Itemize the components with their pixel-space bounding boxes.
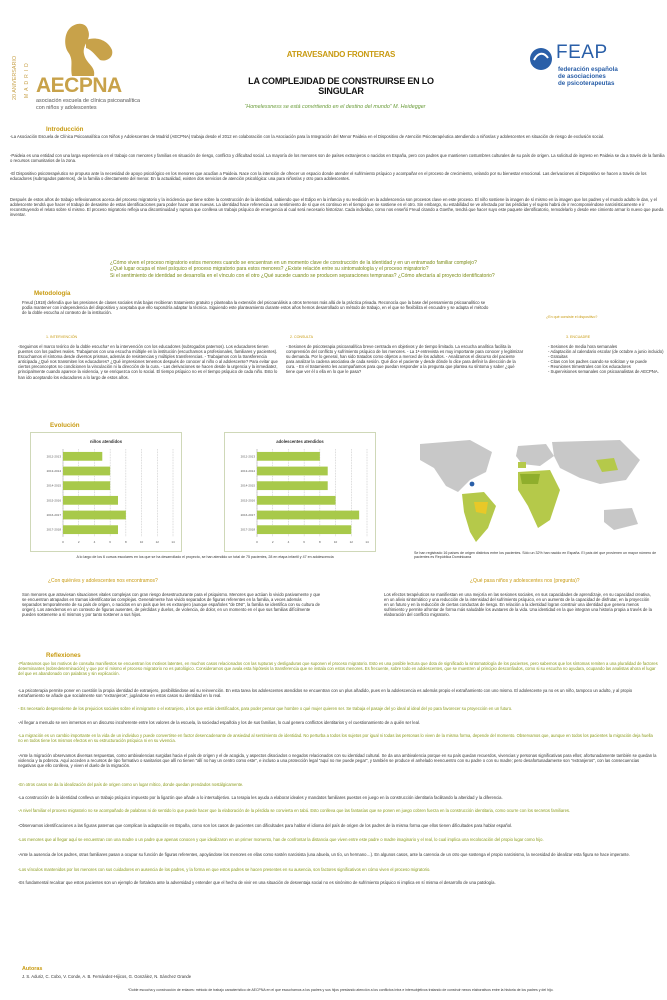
- results-left-text: Son menores que atraviesan situaciones vitales complejas con gran riesgo desestructurante para el psiquismo. Menores que actúan lo vivido pasivamente y que se encuentran atrapados en tramas identificatorias complejas. Generalmente han vivido separados de figuras referentes en la familia, a veces además separados temporalmente de su país de origen, o nacidos en un país que les es extranjero (aunque españoles "de DNI", la familia se identifica con su cultura de origen). Los atendemos en un contexto de figuras ausentes, de pérdidas y duelos, de violencia, de dolor, en un momento en el que sus familias difícilmente pueden sostenerse a sí mismos y por tanto sostener a sus hijos.: [22, 592, 321, 618]
- bar: [257, 496, 336, 505]
- category-label: 2017-2018: [240, 527, 255, 532]
- children-chart: [30, 432, 182, 552]
- reflection-item: -Observamos identificaciones a las figuras paternas que complican la adaptación en España, como son los casos de pacientes con dificultades para hablar el idioma del país de origen de los padres de la misma forma que ellos tienen dificultades para hablar español.: [18, 823, 513, 829]
- intro-paragraph-3: -El Dispositivo psicoterapéutico se propuso ante la necesidad de apoyo psicológico en los menores que acudían a Paideia. Nace con la intención de ofrecer un espacio donde atender el sufrimiento psíquico y acompañar en el proceso de crecimiento, velando por su bienestar emocional. Las derivaciones al Dispositivo se hacen a través de los educadores (subrogados paternos), de la familia o directamente del menor. En la actualidad, existen dos servicios de atención psicológica: una para niños/as y otro para adolescentes.: [10, 171, 647, 182]
- method-col1-label: 1. INTERVENCIÓN: [46, 335, 78, 339]
- reflections-list: [18, 661, 658, 893]
- feap-name: FEAP: [556, 42, 608, 63]
- encuadre-item: - Citas con los padres cuando se solicitan y se puede: [548, 359, 647, 365]
- category-label: 2016-2017: [240, 513, 255, 517]
- category-label: 2012-2013: [46, 454, 61, 459]
- bar: [63, 525, 118, 534]
- encuadre-item: - Supervisiones semanales con psicoanalistas de AECPNA.: [548, 369, 659, 375]
- category-label: 2014-2015: [46, 483, 61, 488]
- method-col2-label: 2. CONSULTA: [290, 335, 314, 339]
- bar: [257, 467, 328, 476]
- footnote: *Doble escucha y construcción de enlaces: método de trabajo característico de AECPNA en el que escuchamos a los padres y sus hijos prestando atención a los conflictos intra e intersubjetivos tratando de construir nexos elaborativos entre la historia de los padres y del hijo.: [128, 988, 554, 992]
- authors-names: J. S. Aduriz, C. Cobo, V. Conde, A. B. Fernández-Hijicos, G. González, N. Sánchez Grande: [22, 974, 192, 979]
- reflection-item: -La construcción de la identidad conlleva un trabajo psíquico impuesto por la ligazón que añade a lo intersubjetivo. La terapia les ayuda a elaborar ideales y mandatos familiares puestos en juego en la construcción identitaria facilitando la alteridad y la diferencia.: [18, 795, 503, 801]
- evolution-heading: Evolución: [50, 422, 80, 429]
- results-right-text: Los efectos terapéuticos se manifiestan en una mejoría en las sesiones sociales, en sus capacidades de aprendizaje, en su capacidad creativa, en un alivio sintomático y una reducción de la intensidad del sufrimiento psíquico, en un aumento de la capacidad de disfrutar, en la proyección en un futuro y en la reducción de ciertas conductas de riesgo. En relación a la identidad logran construir una identidad que genera menos sufrimiento y permite afrontar de forma más saludable los avatares de la vida. Una identidad en la que integran una historia propia a través de la elaboración del conflicto migratorio.: [384, 592, 652, 618]
- category-label: 2013-2014: [46, 469, 61, 473]
- encuadre-item: - Adaptación al calendario escolar (de octubre a junio incluido): [548, 349, 664, 355]
- reflection-item: -Ante la migración observamos diversas respuestas, como ambivalencias surgidas hacia el país de origen y el de acogida, y aspectos disociados o negados relacionados con su identidad cultural. Se da una ambivalencia porque en su país quedan recuerdos, vivencias y personas significativas para ellos; afortunadamente también se quedan la violencia y la pobreza. Aquí acceden a recursos de tipo formativo o sanitarios que allí no tienen "allí no hay un centro como este", e incluso a una protección legal "aquí no me puede pegar", y también se produce el anhelado reencuentro con su padre o con su madre; pero desafortunadamente son "extranjeros", con las consecuencias negativas que ello conlleva, y viven el duelo de la migración.: [18, 752, 657, 769]
- bar: [63, 452, 102, 461]
- x-tick-label: 10: [333, 540, 338, 544]
- research-questions: [110, 260, 580, 279]
- children-chart-svg: [31, 433, 181, 551]
- category-label: 2014-2015: [240, 483, 255, 488]
- x-tick-label: 4: [287, 540, 290, 544]
- intro-paragraph-1: -La Asociación Escuela de Clínica Psicoanalítica con Niños y Adolescentes de Madrid (AECPNA) trabaja desde el 2012 en colaboración con la Asociación para la Integración del Menor Paideia en el Dispositivo de Atención Psicoterapéutica atendiendo a niños/as y adolescentes en situación de riesgo de exclusión social.: [10, 134, 605, 139]
- method-col3-label: 3. ENCUADRE: [566, 335, 591, 339]
- x-tick-label: 4: [93, 540, 96, 544]
- category-label: 2016-2017: [46, 513, 61, 517]
- chart-title: adolescentes atendidos: [276, 439, 324, 444]
- bar: [63, 481, 110, 490]
- x-tick-label: 14: [365, 540, 369, 544]
- reflection-item: -A nivel familiar el proceso migratorio no se acompañado de palabras ni de sentido lo que puede hacer que la elaboración de la pérdida se convierta en tabú. Esto conlleva que las fantasías que se ponen en juego cobren fuerza en la construcción identitaria, como ocurre con los secretos familiares.: [18, 808, 571, 814]
- evolution-caption-map: Se han registrado 16 países de origen distintos entre los pacientes. Sólo un 32% han nacido en España. El país del que provienen un mayor número de pacientes es República Dominicana: [414, 551, 657, 560]
- city-label: MADRID: [24, 60, 30, 98]
- reflection-item: -Los vínculos mantenidos por los menores con sus cuidadores en ausencia de los padres, y la forma en que estos padres se hacen presentes en su ausencia, son factores significativos en cómo viven el proceso migratorio.: [18, 866, 431, 872]
- intro-paragraph-4: Después de estos años de trabajo reflexionamos acerca del proceso migratorio y la incidencia que tiene sobre la construcción de la identidad, sabiendo que el Edipo en la infancia y su reedición en la adolescencia son procesos clave en este proceso. El niño sostiene la imagen de sí mismo en la imagen que los padres y el mundo adulto le dan, y el adolescente tendrá que hacer el trabajo de desasirse de estas identificaciones para poder hacer otras nuevas. La identidad hace referencia a un sentimiento de sí que es continuo en el tiempo que se sostiene en el otro. Sin embargo, su estabilidad se ve afectada por las pérdidas y el sujeto habrá de ir recomponiéndose narcisísticamente e ir reconstruyendo el relato sobre sí mismo. El proceso migratorio refleja una discontinuidad y ruptura que conlleva un trabajo psíquico de emergencia al cual será necesario historizar. Cada individuo, como nos enseñó Freud citando a Goethe, tendrá que hacer suyo este paquete identificatorio, remodelarlo y desde ese cimiento armar lo nuevo que pueda inventar.: [10, 197, 664, 218]
- results-left-heading: ¿Con quién/es y adolescentes nos encontramos?: [48, 578, 158, 584]
- question-3: Si el sentimiento de identidad se desarrolla en el vínculo con el otro ¿Qué sucede cuando se producen separaciones tempranas? ¿Cómo afectaría al proyecto identificatorio?: [110, 272, 495, 279]
- poster-title: ATRAVESANDO FRONTERAS: [286, 50, 396, 59]
- x-tick-label: 10: [139, 540, 144, 544]
- method-paragraph: Freud (1918) defendía que las presiones de clases sociales más bajas recibieran tratamiento gratuito y planteaba la extensión del psicoanálisis a otros terrenos más allá de la práctica privada. Reconocía que la base del pensamiento psicoanalítico se podía mantener con independencia del dispositivo y aceptaba que ello supondría adaptar la técnica. Siguiendo este planteamiento durante estos años hemos desarrollado un método de trabajo, en el que se flexibiliza el encuadre y se adapta el método de la doble escucha al contexto de la institución.: [22, 300, 489, 316]
- question-1: ¿Cómo viven el proceso migratorio estos menores cuando se encuentran en un momento clave de construcción de la identidad y en un entramado familiar complejo?: [110, 260, 477, 266]
- bar: [257, 481, 328, 490]
- question-2: ¿Qué lugar ocupa el nivel psíquico el proceso migratorio para estos menores? ¿Existe relación entre su sintomatología y el proceso migratorio?: [110, 266, 429, 273]
- category-label: 2015-2016: [46, 498, 61, 503]
- intro-heading: Introducción: [46, 126, 84, 133]
- world-map-icon: [400, 432, 650, 550]
- feap-logo: [528, 42, 658, 122]
- authors-heading: Autoras: [22, 966, 43, 972]
- anniversary-label: 20 ANIVERSARIO: [12, 55, 18, 100]
- bar: [63, 496, 118, 505]
- reflection-item: -Los menores que al llegar aquí se encuentran con una madre o un padre que apenas conocen y que idealizaron en un primer momento, han de confrontar la distancia que viven entre este padre o madre imaginario y el real, lo cual implica una recolocación del propio lugar como hijo.: [18, 836, 544, 842]
- x-tick-label: 14: [171, 540, 175, 544]
- feap-sub-3: de psicoterapeutas: [558, 80, 615, 87]
- x-tick-label: 8: [125, 540, 127, 544]
- results-right-heading: ¿Qué pasa niños y adolescentes nos (pregunta)?: [470, 578, 580, 584]
- x-tick-label: 0: [62, 540, 64, 544]
- method-col3-top: ¿En qué consiste el dispositivo?: [546, 315, 598, 319]
- method-col3-list: [548, 344, 664, 375]
- reflection-item: -Planteamos que los motivos de consulta manifiestos se encuentran los motivos latentes, en muchos casos relacionados con las rupturas y desligaduras que suponen el proceso migratorio. Esto es una posible lectura que dota de significado la sintomatología de los pacientes, pero sabemos que los síntomas remiten a una pluralidad de factores determinantes (sobredeterminación) y que por sí mismo el proceso migratorio no es patológico. Consideramos que avala esta hipótesis la transferencia que se instala con estos menores. Es frecuente, sobre todo en adolescentes, que se muestren al principio desconfiados, como si su escucha no ayudara, ocupando las analistas ahora el lugar del que es abandonado con palabras y sin explicación.: [18, 661, 658, 677]
- reflection-item: -Ante la ausencia de los padres, otras familiares pasan a ocupar su función de figuras referentes, apoyándose los menores en ellas como sostén narcisista (una abuela, un tío, un hermano…). En algunos casos, ante la carencia de un otro que sostenga el propio narcisismo, la necesidad de idealizar esta figura se hace imperante.: [18, 851, 630, 857]
- x-tick-label: 6: [303, 540, 305, 544]
- bar: [63, 511, 126, 520]
- adolescents-chart-svg: [225, 433, 375, 551]
- world-map: [400, 432, 650, 550]
- logo-subtitle-2: con niños y adolescentes: [36, 105, 97, 111]
- encuadre-item: - Gratuitas: [548, 354, 568, 360]
- category-label: 2017-2018: [46, 527, 61, 532]
- reflection-item: -La migración es un cambio importante en la vida de un individuo y puede convertirse en factor desencadenante de ansiedad al sentimiento de identidad. No perturba a todos los sujetos por igual ni todas las personas lo viven de la misma forma, depende del momento. Observamos que, aunque en todos los pacientes la migración deja huella no en todos tiene los mismos efectos en su estructuración psíquica ni en su vivencia.: [18, 732, 653, 743]
- logo-subtitle-1: asociación escuela de clínica psicoanalítica: [36, 98, 140, 104]
- bar: [257, 525, 351, 534]
- feap-sub-1: federación española: [558, 66, 618, 73]
- evolution-caption-left: A lo largo de los 6 cursos escolares en los que se ha desarrollado el proyecto, se han atendido un total de 75 pacientes, 28 en etapa infantil y 47 en adolescencia: [76, 555, 334, 559]
- intro-paragraph-2: -Paideia es una entidad con una larga experiencia en el trabajo con menores y familias en situación de riesgo, conflicto y dificultad social. La mayoría de los menores son de países extranjeros o nacidos en España, pero con padres que mantienen costumbres culturales de su país de origen. La solicitud de ingreso en Paideia se da a través de la familia o recursos comunitarios de la zona.: [10, 153, 665, 164]
- category-label: 2015-2016: [240, 498, 255, 503]
- adolescents-chart: [224, 432, 376, 552]
- x-tick-label: 0: [256, 540, 258, 544]
- reflections-heading: Reflexiones: [46, 652, 81, 659]
- heidegger-quote: “Homelessness se está convirtiendo en el destino del mundo” M. Heidegger: [244, 104, 426, 110]
- reflection-item: -En otros casos se da la idealización del país de origen como un lugar mítico, donde quedan prendados nostálgicamente.: [18, 782, 244, 788]
- x-tick-label: 8: [319, 540, 321, 544]
- bar: [63, 467, 110, 476]
- category-label: 2013-2014: [240, 469, 255, 473]
- x-tick-label: 2: [271, 540, 274, 544]
- category-label: 2012-2013: [240, 454, 255, 459]
- poster-subtitle-title: LA COMPLEJIDAD DE CONSTRUIRSE EN LO SINGULAR: [248, 76, 434, 96]
- bar: [257, 511, 359, 520]
- method-col2-text: - Sesiones de psicoterapia psicoanalítica breve centrada en objetivos y de tiempo limitado. La escucha analítica facilita la comprensión del conflicto y sufrimiento psíquico de los menores. - La 1ª entrevista es muy importante para conocer y legitimizar su demanda. Por lo general, han sido tratados como objetos a merced de los adultos. - Analizamos el discurso del paciente para analizar la cadena asociativa de cada sesión. Qué dice el paciente y desde dónde lo dice para definir la dirección de la cura. - En el tratamiento les acompañamos para que puedan responder a la pregunta que plantea su síntoma y saber ¿qué tiene que ver él o ella en lo que le pasa?: [286, 344, 524, 375]
- feap-emblem-icon: [528, 46, 554, 72]
- encuadre-item: - Reuniones trimestrales con los educadores: [548, 364, 631, 370]
- reflection-item: - Es necesario desprenderse de los prejuicios sociales sobre el inmigrante o el extranjero, a los que están identificados, para poder pensar que hombre o qué mujer quieren ser. Se trabaja el pasaje del yo ideal al ideal del yo para favorecer su proyección en un futuro.: [18, 706, 513, 712]
- reflection-item: -Al llegar a menudo se ven inmersos en un discurso incoherente entre los valores de la escuela, la sociedad española y los de sus familias, lo cual genera conflictos identitarios y el cuestionamiento de a quién ser leal.: [18, 719, 420, 725]
- feap-sub-2: de asociaciones: [558, 73, 606, 80]
- method-heading: Metodología: [34, 290, 71, 297]
- x-tick-label: 6: [109, 540, 111, 544]
- reflection-item: -Es fundamental recalcar que estos pacientes son un ejemplo de fortaleza ante la adversidad y entender que el hecho de vivir en una situación de desventaja social no es sinónimo de sufrimiento psíquico ni implica en sí misma el desarrollo de una patología.: [18, 879, 496, 885]
- chart-title: niños atendidos: [89, 439, 123, 444]
- x-tick-label: 2: [77, 540, 80, 544]
- x-tick-label: 12: [349, 540, 353, 544]
- x-tick-label: 12: [155, 540, 159, 544]
- logo-text: AECPNA: [36, 74, 122, 97]
- aecpna-logo: [12, 20, 172, 112]
- method-col1-text: -Seguimos el marco teórico de la doble escucha* en la intervención con los educadores (subrogados paternos). Los educadores tienen puentes con los padres reales. Trabajamos con una escucha múltiple en la institución (escuchamos a profesionales, familiares y pacientes). Escuchamos el síntoma desde diversos prismas, además de resistencias y múltiples transferencias. - Trabajamos con la transferencia anticipada ¿Qué nos transmiten los educadores? ¿Qué impresiones tenemos después de conocer al niño o al adolescente? Para evitar que ciertos preconceptos no condicionen la vinculación ni la dirección de la cura. - Las derivaciones se hacen desde la urgencia y la inmediatez, principalmente cuando aparece la violencia, y se enriquezca con lo social. El tiempo psíquico no es el tiempo psíquico de cada niño. Esto lo han ido aceptando los educadores a lo largo de estos años.: [18, 344, 278, 380]
- bar: [257, 452, 320, 461]
- encuadre-item: - Sesiones de media hora semanales: [548, 344, 618, 349]
- reflection-item: -La psicoterapia permite poner en cuestión la propia identidad de extranjero, posibilitándose así su reinvención. En esta tarea los adolescentes atendidos se encuentran con un plus añadido, pues en la adolescencia es además propio el extrañamiento con uno mismo. El adolescente ya no es un niño, tampoco un adulto, y al propio extrañamiento se añade que socialmente son "extranjeros", jugándose en estos casos su identidad en lo real.: [18, 688, 633, 699]
